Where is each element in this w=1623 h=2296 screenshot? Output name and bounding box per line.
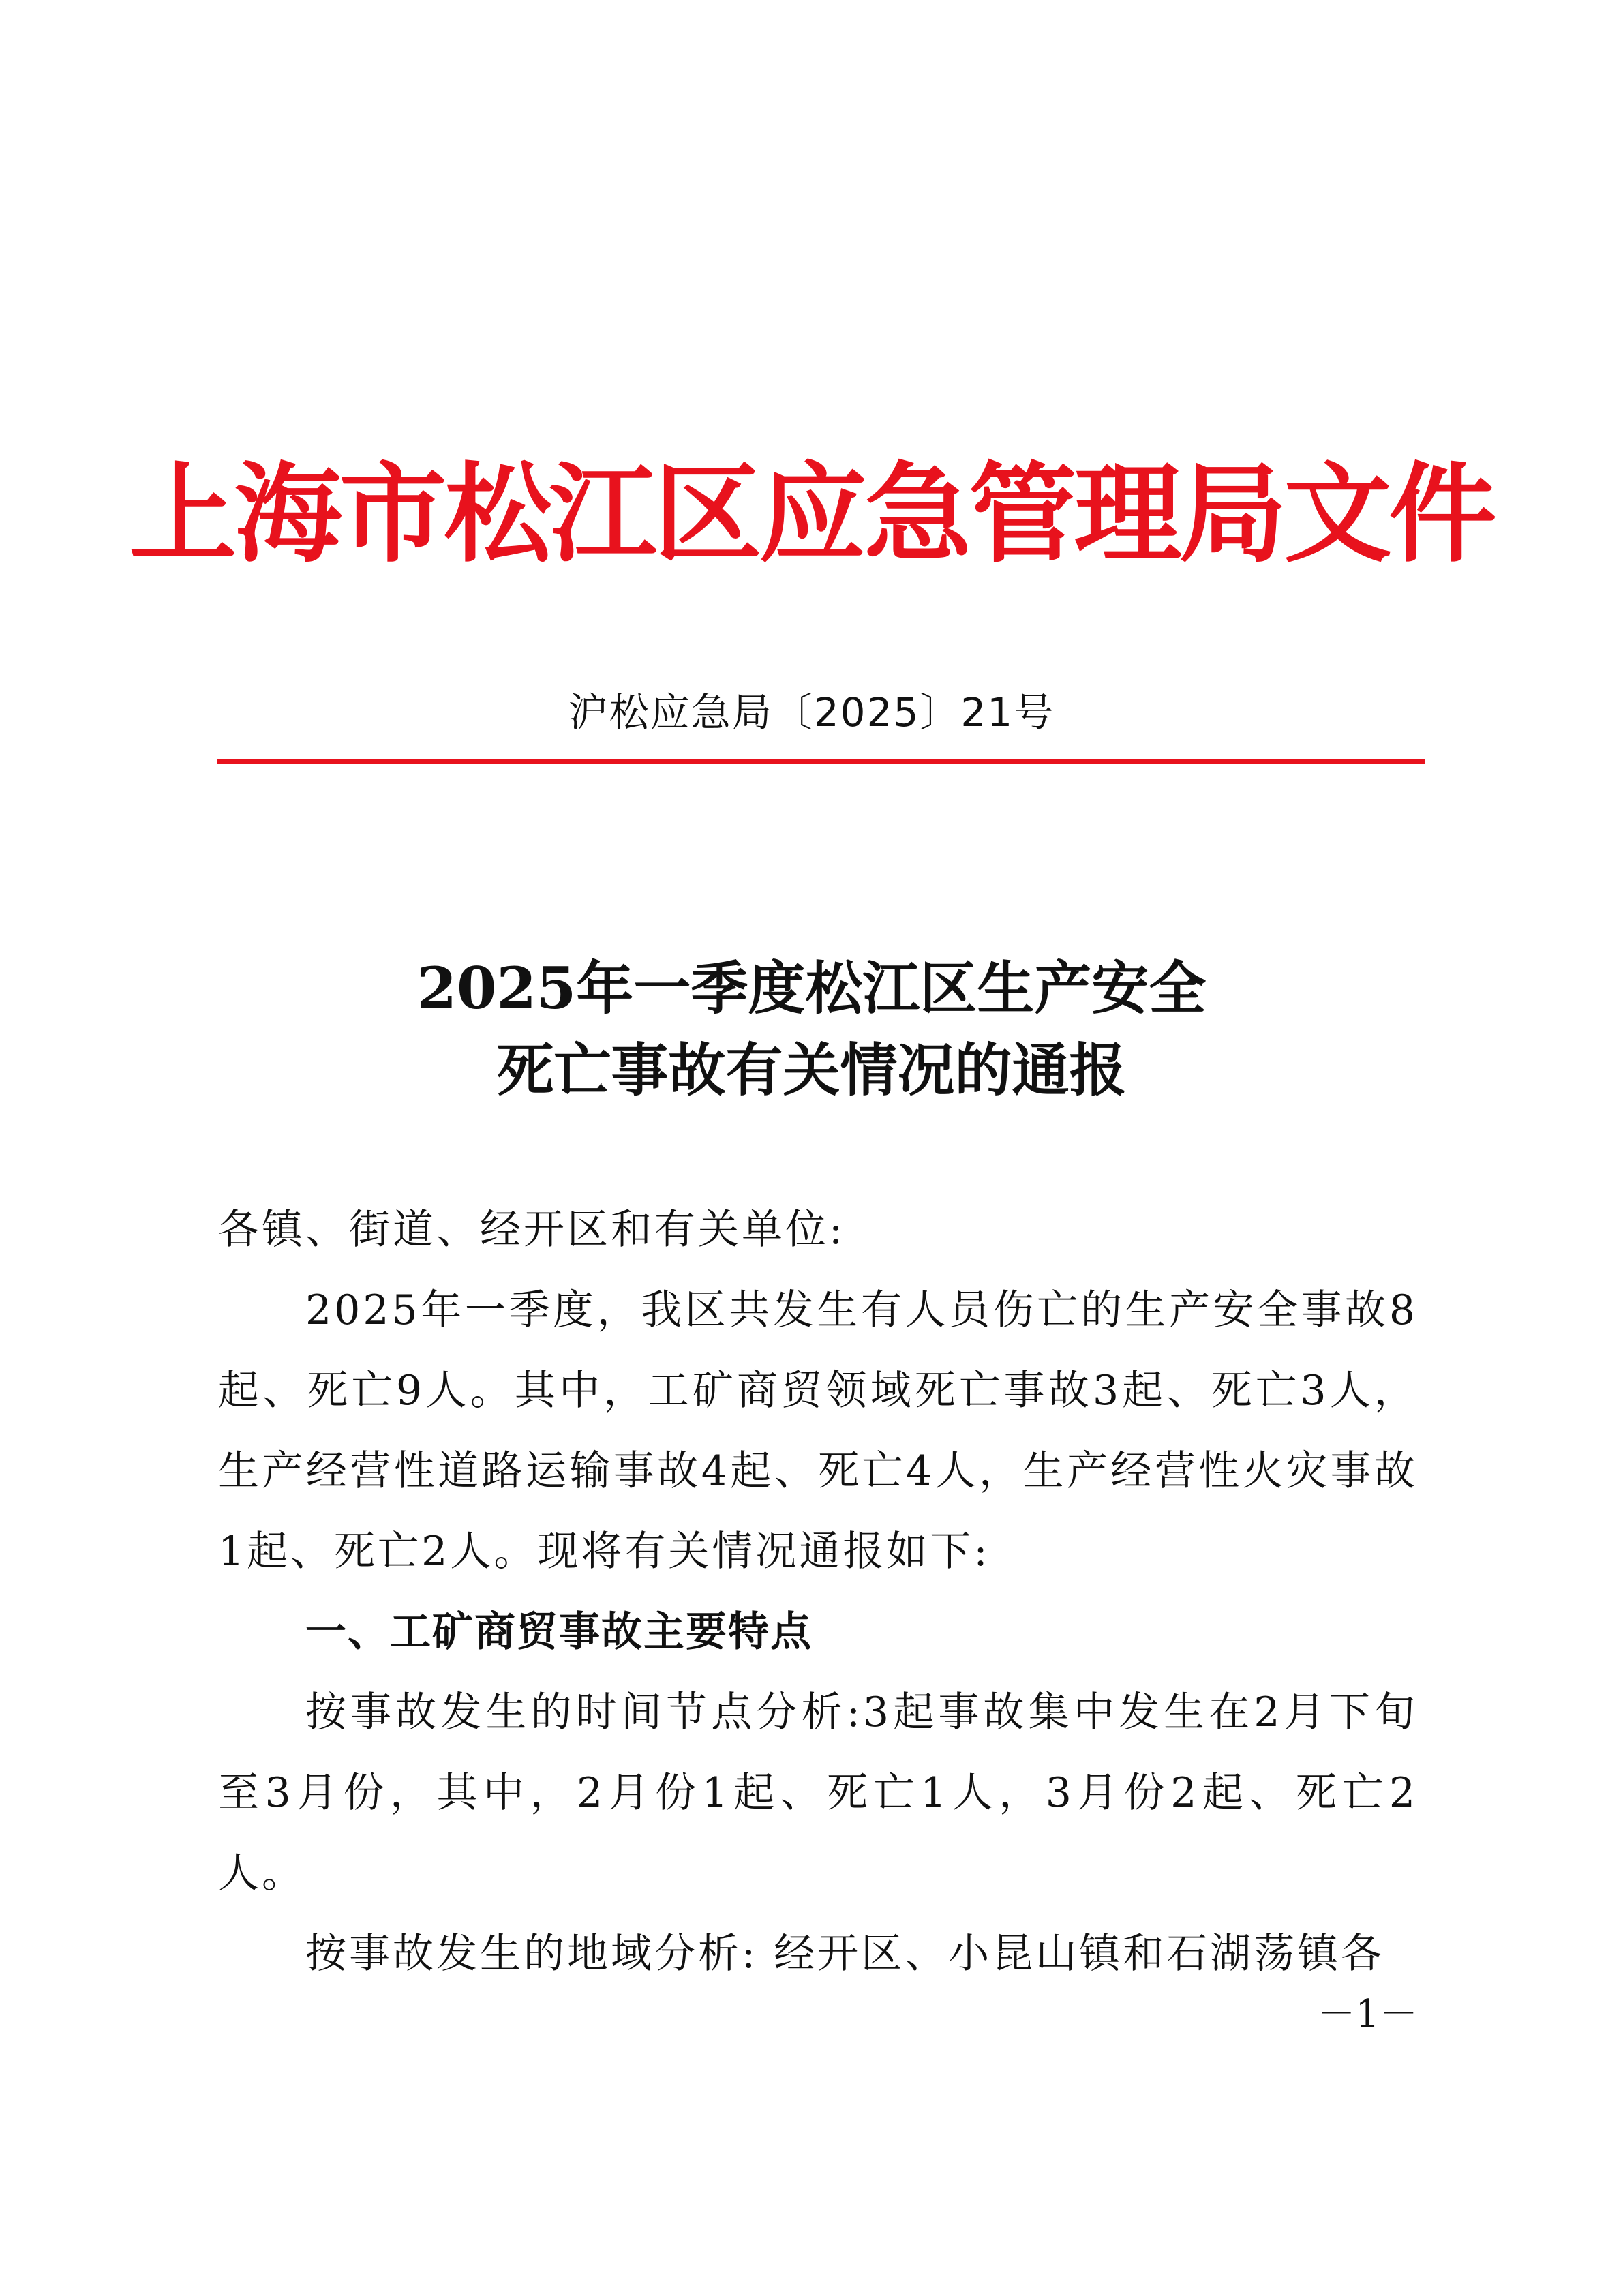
document-body	[218, 1190, 1418, 1994]
salutation: 各镇、街道、经开区和有关单位:	[218, 1206, 846, 1254]
section-heading-1: 一、工矿商贸事故主要特点	[305, 1608, 813, 1656]
document-number: 沪松应急局〔2025〕21号	[568, 689, 1055, 736]
body-paragraph-2: 按事故发生的时间节点分析:3起事故集中发生在2月下旬至3月份，其中，2月份1起、死亡1人，3月份2起、死亡2人。	[218, 1689, 1418, 1897]
body-paragraph-3: 按事故发生的地域分析: 经开区、小昆山镇和石湖荡镇各	[305, 1930, 1385, 1978]
red-divider-rule	[217, 759, 1425, 764]
masthead-title: 上海市松江区应急管理局文件	[129, 451, 1494, 577]
document-title-line-1: 2025年一季度松江区生产安全	[416, 954, 1207, 1022]
document-title	[0, 948, 1623, 1111]
document-title-line-2: 死亡事故有关情况的通报	[496, 1036, 1127, 1104]
body-paragraph-1: 2025年一季度，我区共发生有人员伤亡的生产安全事故8起、死亡9人。其中，工矿商贸领域死亡事故3起、死亡3人，生产经营性道路运输事故4起、死亡4人，生产经营性火灾事故1起、死亡2人。现将有关情况通报如下:	[218, 1286, 1418, 1575]
page-number: －1－	[1317, 1992, 1418, 2036]
